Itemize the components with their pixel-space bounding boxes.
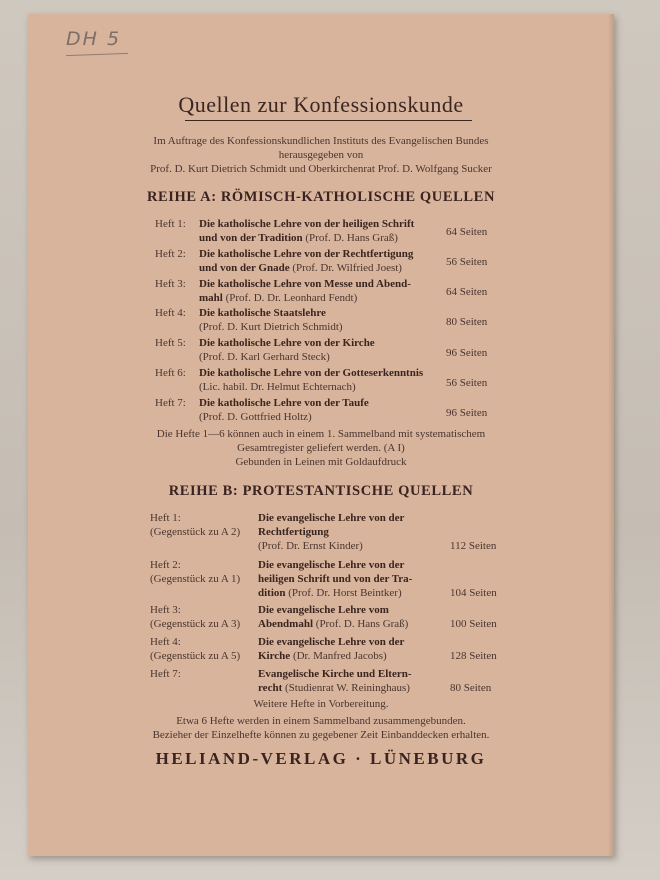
heft-label: Heft 1: [155,218,186,230]
item-title: Die katholische Lehre von der Kirche [199,337,375,349]
heft-label: Heft 5: [155,337,186,349]
heft-label: Heft 2: [150,559,181,571]
item-author: (Prof. D. Kurt Dietrich Schmidt) [199,321,343,333]
item-author-line [199,291,449,305]
item-author: (Prof. Dr. Horst Beintker) [285,587,402,599]
item-title-cont: und von der Gnade [199,262,290,274]
item-title: Die katholische Lehre von Messe und Abend- [199,278,411,290]
item-title-cont: recht [258,682,283,694]
item-title-end: dition [258,587,286,599]
counterpart-label: (Gegenstück zu A 5) [150,650,241,662]
item-author: (Prof. D. Dr. Leonhard Fendt) [222,292,358,304]
item-title: Die katholische Lehre von der Gotteserkenntnis [199,367,424,379]
item-pages: 100 Seiten [450,618,497,630]
item-author: (Studienrat W. Reininghaus) [282,682,410,694]
item-title: Die katholische Lehre von der Rechtfertigung [199,248,414,260]
item-pages: 112 Seiten [450,540,497,552]
reihe-a-note-3: Gebunden in Leinen mit Goldaufdruck [235,456,407,468]
brochure-back-cover [28,14,614,856]
item-pages: 80 Seiten [446,316,488,328]
reihe-a-note-1: Die Hefte 1—6 können auch in einem 1. Sammelband mit systematischem [156,428,486,440]
item-author: (Lic. habil. Dr. Helmut Echternach) [199,381,356,393]
intro-line-2: herausgegeben von [278,149,364,161]
item-author: (Prof. D. Hans Graß) [313,618,409,630]
item-author: (Prof. D. Hans Graß) [302,232,398,244]
heft-label: Heft 2: [155,248,186,260]
item-title-cont: Kirche [258,650,291,662]
intro-line-1: Im Auftrage des Konfessionskundlichen Instituts des Evangelischen Bundes [153,135,489,147]
item-pages: 96 Seiten [446,407,488,419]
publisher-imprint: HELIAND-VERLAG · LÜNEBURG [155,749,487,768]
series-title: Quellen zur Konfessionskunde [178,92,464,117]
item-pages: 104 Seiten [450,587,497,599]
item-author-line [258,649,448,663]
item-title: Die katholische Lehre von der heiligen Schrift [199,218,415,230]
item-author-line [258,586,448,600]
item-author: (Prof. Dr. Wilfried Joest) [289,262,402,274]
item-title-cont: und von der Tradition [199,232,303,244]
footer-line-1: Etwa 6 Hefte werden in einem Sammelband zusammengebunden. [176,715,466,727]
handwritten-note: DH 5 [66,28,122,50]
heft-label: Heft 3: [155,278,186,290]
item-title: Die katholische Staatslehre [199,307,326,319]
item-pages: 64 Seiten [446,286,488,298]
reihe-a-heading: REIHE A: RÖMISCH-KATHOLISCHE QUELLEN [146,189,496,205]
item-pages: 64 Seiten [446,226,488,238]
heft-label: Heft 3: [150,604,181,616]
item-title-cont: heiligen Schrift und von der Tra- [258,573,413,585]
item-pages: 80 Seiten [450,682,492,694]
handwritten-underline [66,53,128,56]
intro-line-3: Prof. D. Kurt Dietrich Schmidt und Oberkirchenrat Prof. D. Wolfgang Sucker [150,163,492,175]
item-author: (Dr. Manfred Jacobs) [290,650,387,662]
item-author: (Prof. Dr. Ernst Kinder) [258,540,363,552]
footer-line-2: Bezieher der Einzelhefte können zu gegebener Zeit Einbanddecken erhalten. [152,729,490,741]
item-title-cont: Rechtfertigung [258,526,329,538]
item-title: Die evangelische Lehre von der [258,636,405,648]
item-author-line [258,617,448,631]
item-title: Die katholische Lehre von der Taufe [199,397,369,409]
item-title: Evangelische Kirche und Eltern- [258,668,412,680]
heft-label: Heft 7: [150,668,181,680]
counterpart-label: (Gegenstück zu A 2) [150,526,241,538]
item-author: (Prof. D. Karl Gerhard Steck) [199,351,330,363]
heft-label: Heft 4: [155,307,186,319]
item-author-line [258,681,448,695]
item-pages: 56 Seiten [446,256,488,268]
item-title: Die evangelische Lehre von der [258,512,405,524]
heft-label: Heft 7: [155,397,186,409]
title-underline [185,120,472,121]
item-pages: 56 Seiten [446,377,488,389]
reihe-a-note-2: Gesamtregister geliefert werden. (A I) [237,442,405,454]
item-author-line [199,261,449,275]
item-title-cont: mahl [199,292,223,304]
item-title: Die evangelische Lehre vom [258,604,389,616]
item-author: (Prof. D. Gottfried Holtz) [199,411,312,423]
heft-label: Heft 1: [150,512,181,524]
counterpart-label: (Gegenstück zu A 1) [150,573,241,585]
item-author-line [199,231,449,245]
item-pages: 128 Seiten [450,650,497,662]
item-title: Die evangelische Lehre von der [258,559,405,571]
item-title-cont: Abendmahl [258,618,314,630]
reihe-b-heading: REIHE B: PROTESTANTISCHE QUELLEN [168,483,474,499]
item-pages: 96 Seiten [446,347,488,359]
counterpart-label: (Gegenstück zu A 3) [150,618,241,630]
heft-label: Heft 4: [150,636,181,648]
heft-label: Heft 6: [155,367,186,379]
reihe-b-more: Weitere Hefte in Vorbereitung. [253,698,389,710]
